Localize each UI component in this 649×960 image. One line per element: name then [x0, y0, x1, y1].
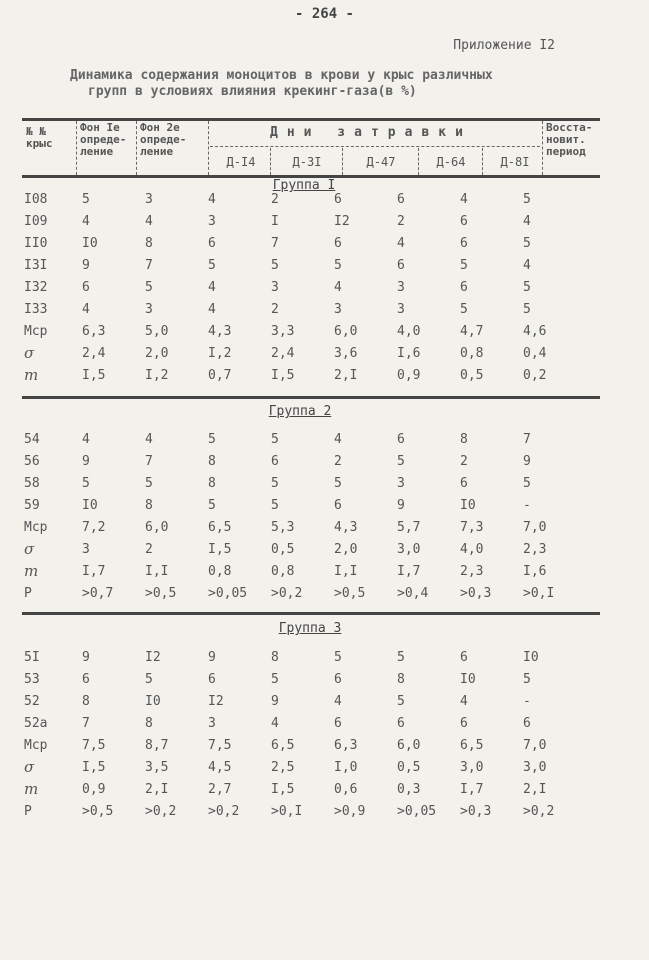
row-label: 52а [24, 715, 48, 731]
value-cell: 4 [208, 301, 216, 317]
value-cell: 5 [334, 475, 342, 491]
table-row [22, 668, 586, 690]
value-cell: 9 [82, 453, 90, 469]
value-cell: 2 [145, 541, 153, 557]
group-3-title: Группа 3 [278, 621, 342, 636]
value-cell: 6 [334, 497, 342, 513]
table-row [22, 210, 586, 232]
row-label: Мср [24, 737, 48, 753]
value-cell: 0,7 [208, 367, 232, 383]
row-label: II0 [24, 235, 48, 251]
value-cell: 2,7 [208, 781, 232, 797]
value-cell: 7,0 [523, 519, 547, 535]
value-cell: 4 [523, 257, 531, 273]
value-cell: >0,5 [82, 803, 114, 819]
value-cell: 5 [460, 301, 468, 317]
table-row [22, 188, 586, 210]
value-cell: 5 [523, 235, 531, 251]
value-cell: 2,4 [271, 345, 295, 361]
value-cell: 5,7 [397, 519, 421, 535]
value-cell: 7 [523, 431, 531, 447]
value-cell: 3 [82, 541, 90, 557]
value-cell: 7 [145, 453, 153, 469]
table-row [22, 538, 586, 560]
value-cell: 5 [145, 475, 153, 491]
value-cell: 6 [82, 279, 90, 295]
value-cell: 3 [397, 475, 405, 491]
header-divider-3 [208, 121, 209, 175]
header-mid-rule [210, 146, 540, 147]
value-cell: 0,6 [334, 781, 358, 797]
value-cell: 3,3 [271, 323, 295, 339]
value-cell: 4 [460, 191, 468, 207]
value-cell: 0,9 [82, 781, 106, 797]
value-cell: 6,5 [271, 737, 295, 753]
row-label: m [24, 562, 39, 580]
value-cell: 5 [82, 475, 90, 491]
value-cell: 0,2 [523, 367, 547, 383]
value-cell: I0 [82, 235, 98, 251]
value-cell: 5 [271, 431, 279, 447]
value-cell: >0,2 [271, 585, 303, 601]
value-cell: 4 [334, 279, 342, 295]
value-cell: 4,6 [523, 323, 547, 339]
header-exposure-days: Дни затравки [270, 125, 472, 140]
value-cell: 5 [334, 257, 342, 273]
table-row [22, 320, 586, 342]
table-row [22, 472, 586, 494]
table-row [22, 582, 586, 604]
value-cell: 2 [397, 213, 405, 229]
value-cell: 0,8 [271, 563, 295, 579]
value-cell: 8 [145, 715, 153, 731]
value-cell: 6 [460, 279, 468, 295]
value-cell: 5 [271, 475, 279, 491]
value-cell: 6 [460, 213, 468, 229]
value-cell: >0,5 [145, 585, 177, 601]
value-cell: >0,I [271, 803, 303, 819]
value-cell: 5 [397, 453, 405, 469]
value-cell: 2,I [523, 781, 547, 797]
value-cell: I,7 [460, 781, 484, 797]
value-cell: 9 [271, 693, 279, 709]
value-cell: 3 [208, 213, 216, 229]
value-cell: 4 [82, 301, 90, 317]
value-cell: >0,05 [208, 585, 248, 601]
value-cell: 5 [82, 191, 90, 207]
table-row [22, 778, 586, 800]
row-label: 53 [24, 671, 40, 687]
value-cell: 2 [334, 453, 342, 469]
value-cell: 0,3 [397, 781, 421, 797]
value-cell: 6 [397, 191, 405, 207]
value-cell: 4 [523, 213, 531, 229]
row-label: I33 [24, 301, 48, 317]
value-cell: 5 [208, 431, 216, 447]
table-row [22, 364, 586, 386]
value-cell: - [523, 693, 531, 709]
value-cell: 5 [145, 671, 153, 687]
value-cell: 6,5 [460, 737, 484, 753]
table-row [22, 428, 586, 450]
value-cell: 6 [334, 671, 342, 687]
group-1-table [22, 188, 586, 386]
value-cell: 5 [271, 671, 279, 687]
value-cell: 8 [271, 649, 279, 665]
row-label: 58 [24, 475, 40, 491]
row-label: I32 [24, 279, 48, 295]
value-cell: 2 [271, 301, 279, 317]
value-cell: 0,4 [523, 345, 547, 361]
row-label: Мср [24, 519, 48, 535]
value-cell: >0,7 [82, 585, 114, 601]
value-cell: 6 [460, 235, 468, 251]
group-2-title: Группа 2 [268, 404, 332, 419]
value-cell: 4 [82, 431, 90, 447]
value-cell: 7,5 [82, 737, 106, 753]
value-cell: 2,I [145, 781, 169, 797]
value-cell: 8 [397, 671, 405, 687]
header-divider-6 [418, 148, 419, 175]
value-cell: 3,0 [460, 759, 484, 775]
value-cell: I,7 [397, 563, 421, 579]
value-cell: 5 [397, 649, 405, 665]
header-divider-5 [342, 148, 343, 175]
header-divider-2 [136, 121, 137, 175]
value-cell: 0,9 [397, 367, 421, 383]
value-cell: >0,2 [523, 803, 555, 819]
value-cell: 4 [82, 213, 90, 229]
value-cell: 5 [145, 279, 153, 295]
value-cell: I2 [145, 649, 161, 665]
value-cell: 8 [460, 431, 468, 447]
value-cell: 0,5 [271, 541, 295, 557]
value-cell: 5 [523, 279, 531, 295]
value-cell: 5 [271, 257, 279, 273]
value-cell: 4,0 [460, 541, 484, 557]
value-cell: 2,3 [523, 541, 547, 557]
value-cell: 6 [334, 715, 342, 731]
value-cell: 3 [145, 301, 153, 317]
value-cell: 0,8 [208, 563, 232, 579]
value-cell: - [523, 497, 531, 513]
value-cell: 4,7 [460, 323, 484, 339]
table-row [22, 690, 586, 712]
table-row [22, 756, 586, 778]
value-cell: 2,0 [334, 541, 358, 557]
header-background-1: Фон Iе опреде- ление [80, 121, 127, 158]
value-cell: 2,5 [271, 759, 295, 775]
value-cell: I,5 [271, 367, 295, 383]
value-cell: 3,0 [397, 541, 421, 557]
value-cell: 6,0 [145, 519, 169, 535]
value-cell: 2,4 [82, 345, 106, 361]
value-cell: I,5 [82, 759, 106, 775]
table-row [22, 298, 586, 320]
table-row [22, 734, 586, 756]
value-cell: I0 [460, 497, 476, 513]
value-cell: I,5 [82, 367, 106, 383]
value-cell: 9 [523, 453, 531, 469]
value-cell: I,2 [145, 367, 169, 383]
header-day-14: Д-I4 [226, 155, 256, 169]
value-cell: 4 [145, 431, 153, 447]
value-cell: I,0 [334, 759, 358, 775]
table-row [22, 494, 586, 516]
value-cell: >0,2 [145, 803, 177, 819]
table-row [22, 560, 586, 582]
table-row [22, 646, 586, 668]
value-cell: 3 [145, 191, 153, 207]
value-cell: I2 [334, 213, 350, 229]
value-cell: 6 [397, 257, 405, 273]
value-cell: >0,9 [334, 803, 366, 819]
group-separator-1 [22, 396, 600, 399]
value-cell: I2 [208, 693, 224, 709]
table-row [22, 254, 586, 276]
header-day-81: Д-8I [500, 155, 530, 169]
value-cell: 6 [271, 453, 279, 469]
value-cell: 6 [460, 649, 468, 665]
header-divider-7 [482, 148, 483, 175]
value-cell: 2,3 [460, 563, 484, 579]
value-cell: 4 [208, 191, 216, 207]
value-cell: I0 [523, 649, 539, 665]
value-cell: >0,3 [460, 803, 492, 819]
header-day-47: Д-47 [366, 155, 396, 169]
value-cell: 5 [271, 497, 279, 513]
value-cell: 3,5 [145, 759, 169, 775]
value-cell: 7,0 [523, 737, 547, 753]
header-rat-number: № № крыс [26, 125, 53, 150]
value-cell: 4 [208, 279, 216, 295]
value-cell: I [271, 213, 279, 229]
value-cell: 6,0 [334, 323, 358, 339]
row-label: σ [24, 758, 35, 776]
value-cell: 9 [82, 257, 90, 273]
group-1-title: Группа I [272, 178, 336, 193]
value-cell: 7,5 [208, 737, 232, 753]
value-cell: 4,3 [334, 519, 358, 535]
table-title-line2: групп в условиях влияния крекинг-газа(в %) [88, 84, 417, 99]
row-label: I3I [24, 257, 48, 273]
value-cell: 6,3 [82, 323, 106, 339]
value-cell: 5,0 [145, 323, 169, 339]
value-cell: 7 [145, 257, 153, 273]
value-cell: 2 [271, 191, 279, 207]
value-cell: I,2 [208, 345, 232, 361]
value-cell: I0 [460, 671, 476, 687]
value-cell: 3,6 [334, 345, 358, 361]
value-cell: I,6 [397, 345, 421, 361]
value-cell: 4,5 [208, 759, 232, 775]
row-label: 56 [24, 453, 40, 469]
header-background-2: Фон 2е опреде- ление [140, 121, 187, 158]
row-label: m [24, 780, 39, 798]
value-cell: 5 [523, 301, 531, 317]
value-cell: 3,0 [523, 759, 547, 775]
value-cell: 4 [145, 213, 153, 229]
value-cell: 5 [208, 497, 216, 513]
value-cell: 3 [208, 715, 216, 731]
value-cell: 6 [460, 475, 468, 491]
row-label: 59 [24, 497, 40, 513]
row-label: σ [24, 540, 35, 558]
value-cell: 6 [82, 671, 90, 687]
value-cell: 4,0 [397, 323, 421, 339]
value-cell: 7,3 [460, 519, 484, 535]
value-cell: 8,7 [145, 737, 169, 753]
value-cell: 6,5 [208, 519, 232, 535]
table-row [22, 712, 586, 734]
value-cell: I,5 [271, 781, 295, 797]
value-cell: 6 [208, 671, 216, 687]
value-cell: 4 [334, 693, 342, 709]
value-cell: I,I [334, 563, 358, 579]
value-cell: 3 [397, 279, 405, 295]
group-2-table [22, 428, 586, 604]
row-label: 52 [24, 693, 40, 709]
value-cell: 6 [397, 715, 405, 731]
table-row [22, 276, 586, 298]
value-cell: 2,0 [145, 345, 169, 361]
value-cell: 8 [82, 693, 90, 709]
value-cell: 4 [460, 693, 468, 709]
value-cell: I0 [82, 497, 98, 513]
value-cell: 5 [523, 671, 531, 687]
row-label: P [24, 803, 32, 819]
value-cell: 7 [82, 715, 90, 731]
value-cell: I,5 [208, 541, 232, 557]
value-cell: 6 [523, 715, 531, 731]
page-number: - 264 - [294, 6, 354, 22]
value-cell: 5 [397, 693, 405, 709]
row-label: P [24, 585, 32, 601]
value-cell: 7,2 [82, 519, 106, 535]
value-cell: 0,8 [460, 345, 484, 361]
value-cell: 3 [271, 279, 279, 295]
value-cell: I0 [145, 693, 161, 709]
value-cell: 3 [397, 301, 405, 317]
value-cell: 5 [334, 649, 342, 665]
value-cell: 8 [145, 235, 153, 251]
value-cell: 6 [208, 235, 216, 251]
row-label: σ [24, 344, 35, 362]
value-cell: 4 [334, 431, 342, 447]
value-cell: 5 [460, 257, 468, 273]
value-cell: 0,5 [397, 759, 421, 775]
value-cell: 5 [523, 191, 531, 207]
row-label: 54 [24, 431, 40, 447]
value-cell: >0,2 [208, 803, 240, 819]
appendix-label: Приложение I2 [453, 38, 555, 53]
value-cell: 6,3 [334, 737, 358, 753]
value-cell: 4,3 [208, 323, 232, 339]
value-cell: >0,I [523, 585, 555, 601]
header-recovery-period: Восста- новит. период [546, 121, 593, 158]
row-label: I09 [24, 213, 48, 229]
value-cell: 6 [397, 431, 405, 447]
header-day-64: Д-64 [436, 155, 466, 169]
value-cell: I,7 [82, 563, 106, 579]
header-divider-1 [76, 121, 77, 175]
value-cell: 5 [523, 475, 531, 491]
value-cell: 6 [334, 235, 342, 251]
table-row [22, 450, 586, 472]
value-cell: 5 [208, 257, 216, 273]
value-cell: 2 [460, 453, 468, 469]
value-cell: 9 [82, 649, 90, 665]
table-title-line1: Динамика содержания моноцитов в крови у крыс различных [70, 68, 493, 83]
value-cell: >0,4 [397, 585, 429, 601]
table-row [22, 516, 586, 538]
value-cell: 8 [208, 475, 216, 491]
table-row [22, 232, 586, 254]
value-cell: >0,3 [460, 585, 492, 601]
value-cell: 3 [334, 301, 342, 317]
value-cell: 7 [271, 235, 279, 251]
value-cell: 5,3 [271, 519, 295, 535]
value-cell: 9 [397, 497, 405, 513]
row-label: I08 [24, 191, 48, 207]
value-cell: 6 [460, 715, 468, 731]
row-label: 5I [24, 649, 40, 665]
group-separator-2 [22, 612, 600, 615]
value-cell: 2,I [334, 367, 358, 383]
value-cell: 9 [208, 649, 216, 665]
row-label: Мср [24, 323, 48, 339]
table-row [22, 800, 586, 822]
value-cell: 8 [145, 497, 153, 513]
header-day-31: Д-3I [292, 155, 322, 169]
value-cell: >0,5 [334, 585, 366, 601]
value-cell: 8 [208, 453, 216, 469]
value-cell: 0,5 [460, 367, 484, 383]
row-label: m [24, 366, 39, 384]
table-row [22, 342, 586, 364]
value-cell: 6,0 [397, 737, 421, 753]
value-cell: I,6 [523, 563, 547, 579]
value-cell: 4 [271, 715, 279, 731]
value-cell: I,I [145, 563, 169, 579]
value-cell: 6 [334, 191, 342, 207]
group-3-table [22, 646, 586, 822]
value-cell: 4 [397, 235, 405, 251]
value-cell: >0,05 [397, 803, 437, 819]
